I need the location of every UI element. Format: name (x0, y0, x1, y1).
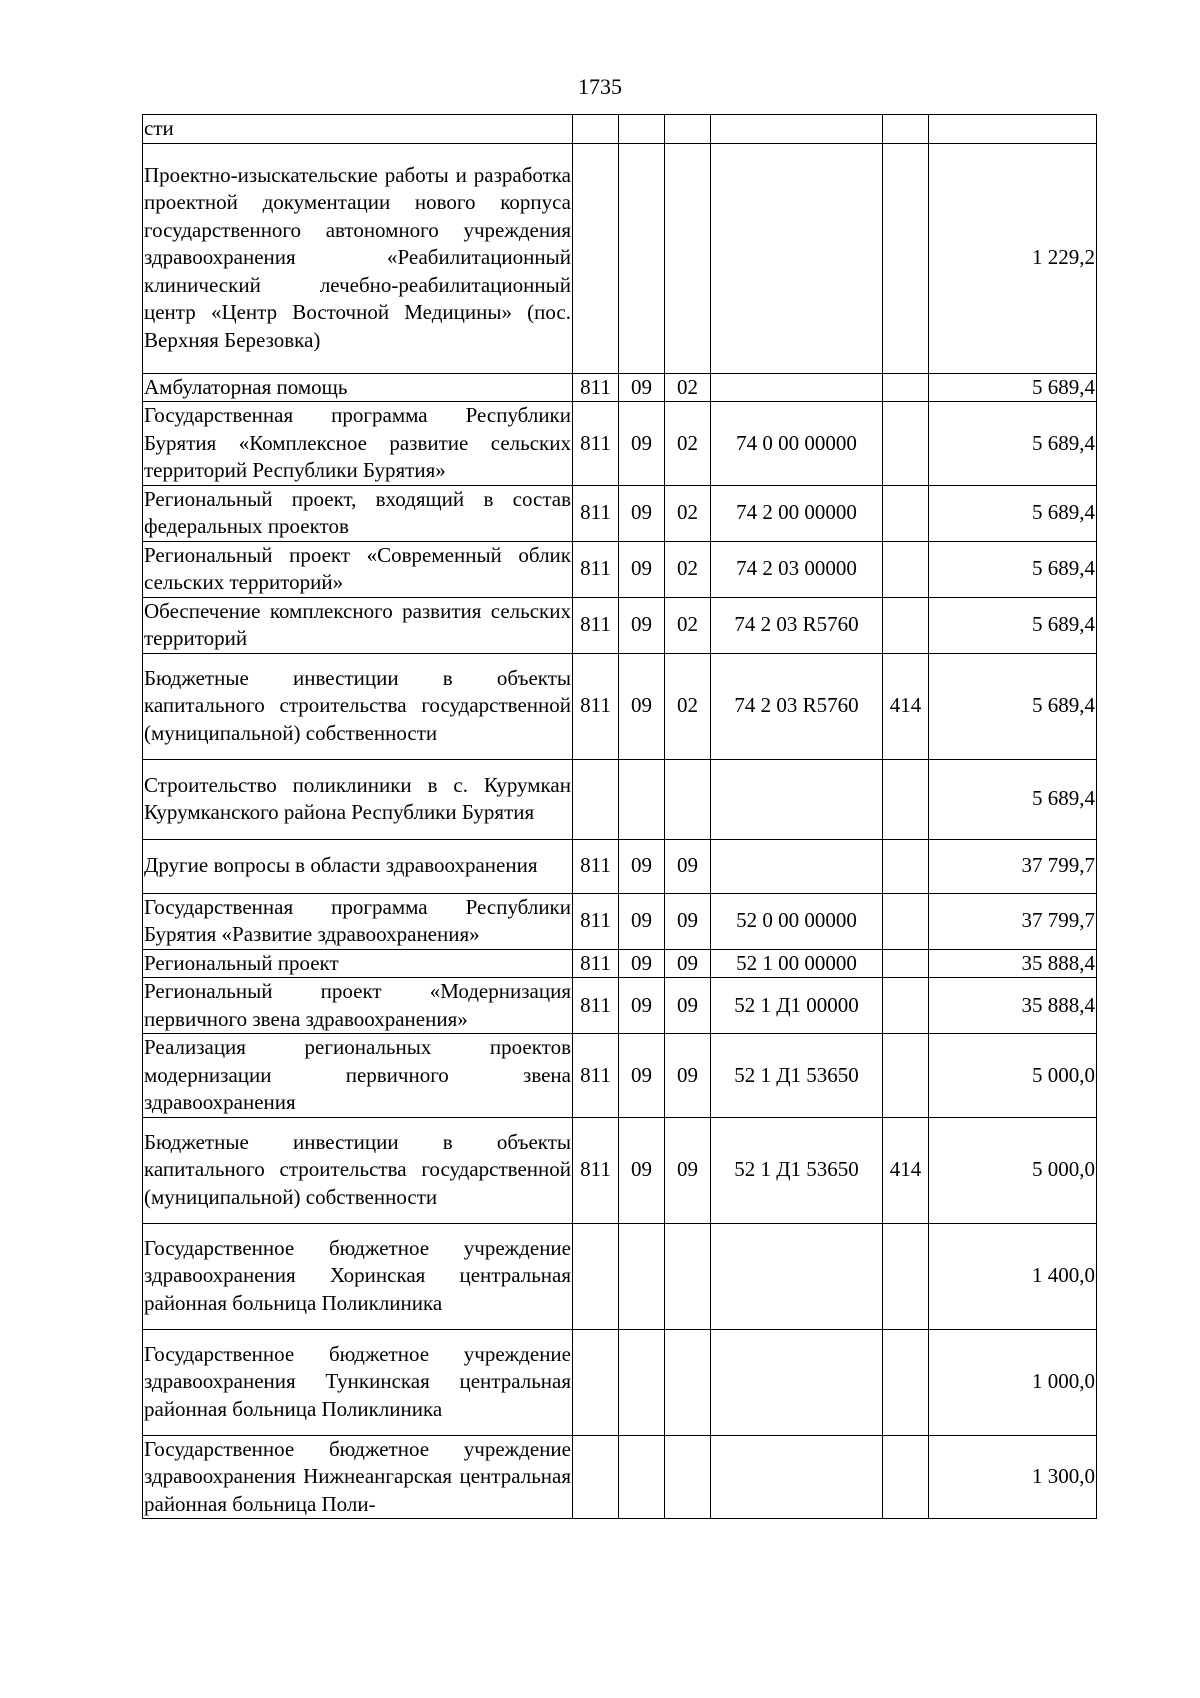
row-amount: 5 000,0 (929, 1034, 1097, 1118)
row-amount: 5 689,4 (929, 373, 1097, 402)
table-row (143, 1117, 1097, 1223)
row-amount: 5 689,4 (929, 653, 1097, 759)
table-row (143, 653, 1097, 759)
row-subsection-code: 02 (665, 373, 711, 402)
row-subsection-code: 09 (665, 1117, 711, 1223)
table-row (143, 373, 1097, 402)
row-amount: 37 799,7 (929, 893, 1097, 949)
row-section-code: 09 (619, 893, 665, 949)
row-subsection-code: 02 (665, 402, 711, 486)
row-target-code (711, 1435, 883, 1519)
row-subsection-code: 02 (665, 653, 711, 759)
page-number: 1735 (578, 74, 622, 99)
row-expense-type (883, 978, 929, 1034)
row-section-code: 09 (619, 485, 665, 541)
row-expense-type (883, 485, 929, 541)
row-ministry-code: 811 (573, 1117, 619, 1223)
row-amount: 5 000,0 (929, 1117, 1097, 1223)
table-row (143, 759, 1097, 839)
row-ministry-code: 811 (573, 402, 619, 486)
row-ministry-code: 811 (573, 839, 619, 893)
row-target-code (711, 143, 883, 373)
row-ministry-code (573, 1223, 619, 1329)
row-section-code: 09 (619, 541, 665, 597)
table-row (143, 402, 1097, 486)
table-row (143, 143, 1097, 373)
row-expense-type (883, 949, 929, 978)
table-row (143, 1435, 1097, 1519)
row-amount: 37 799,7 (929, 839, 1097, 893)
row-section-code: 09 (619, 597, 665, 653)
row-expense-type (883, 1034, 929, 1118)
row-name: Амбулаторная помощь (143, 373, 573, 402)
table-row (143, 949, 1097, 978)
table-row (143, 1034, 1097, 1118)
row-name: Другие вопросы в области здравоохранения (143, 839, 573, 893)
row-amount: 5 689,4 (929, 402, 1097, 486)
row-subsection-code: 09 (665, 949, 711, 978)
row-subsection-code: 09 (665, 978, 711, 1034)
row-amount: 5 689,4 (929, 485, 1097, 541)
row-name: Региональный проект «Современный облик сельских территорий» (143, 541, 573, 597)
row-section-code (619, 1435, 665, 1519)
row-expense-type (883, 597, 929, 653)
row-target-code (711, 759, 883, 839)
row-ministry-code (573, 1435, 619, 1519)
table-row (143, 893, 1097, 949)
row-ministry-code: 811 (573, 1034, 619, 1118)
row-expense-type: 414 (883, 653, 929, 759)
row-section-code: 09 (619, 373, 665, 402)
row-ministry-code: 811 (573, 597, 619, 653)
row-name: Реализация региональных проектов модернизации первичного звена здравоохранения (143, 1034, 573, 1118)
row-target-code: 74 2 03 00000 (711, 541, 883, 597)
row-section-code (619, 1329, 665, 1435)
row-subsection-code (665, 115, 711, 144)
row-target-code: 52 1 Д1 53650 (711, 1117, 883, 1223)
row-ministry-code (573, 143, 619, 373)
row-section-code (619, 759, 665, 839)
row-amount: 35 888,4 (929, 949, 1097, 978)
row-expense-type (883, 1223, 929, 1329)
row-ministry-code: 811 (573, 949, 619, 978)
row-name: Государственное бюджетное учреждение здравоохранения Нижнеангарская центральная районная больница Поли- (143, 1435, 573, 1519)
row-subsection-code (665, 759, 711, 839)
row-section-code: 09 (619, 1034, 665, 1118)
row-name: Региональный проект «Модернизация первичного звена здравоохранения» (143, 978, 573, 1034)
row-subsection-code (665, 1329, 711, 1435)
row-name: Региональный проект (143, 949, 573, 978)
row-expense-type (883, 893, 929, 949)
row-expense-type (883, 373, 929, 402)
row-section-code (619, 115, 665, 144)
row-target-code: 52 0 00 00000 (711, 893, 883, 949)
row-target-code: 52 1 00 00000 (711, 949, 883, 978)
budget-table (142, 114, 1097, 1519)
row-amount: 35 888,4 (929, 978, 1097, 1034)
row-amount: 5 689,4 (929, 541, 1097, 597)
row-subsection-code: 02 (665, 541, 711, 597)
table-row (143, 978, 1097, 1034)
row-target-code: 52 1 Д1 00000 (711, 978, 883, 1034)
row-name: Региональный проект, входящий в состав федеральных проектов (143, 485, 573, 541)
row-ministry-code (573, 1329, 619, 1435)
row-expense-type (883, 839, 929, 893)
row-expense-type (883, 402, 929, 486)
row-subsection-code (665, 143, 711, 373)
row-section-code: 09 (619, 653, 665, 759)
table-row (143, 597, 1097, 653)
table-row (143, 485, 1097, 541)
row-name: Строительство поликлиники в с. Курумкан Курумканского района Республики Бурятия (143, 759, 573, 839)
table-row (143, 115, 1097, 144)
row-subsection-code: 09 (665, 893, 711, 949)
row-ministry-code: 811 (573, 373, 619, 402)
row-section-code: 09 (619, 839, 665, 893)
row-expense-type (883, 541, 929, 597)
row-expense-type (883, 143, 929, 373)
row-expense-type (883, 1329, 929, 1435)
row-name: Проектно-изыскательские работы и разработка проектной документации нового корпуса государственного автономного учреждения здравоохранения «Реабилитационный клинический лечебно-реабилитационный центр «Центр Восточной Медицины» (пос. Верхняя Березовка) (143, 143, 573, 373)
row-target-code: 74 2 03 R5760 (711, 653, 883, 759)
row-expense-type (883, 115, 929, 144)
row-amount: 5 689,4 (929, 759, 1097, 839)
row-name: Обеспечение комплексного развития сельских территорий (143, 597, 573, 653)
row-expense-type (883, 1435, 929, 1519)
row-name: Государственная программа Республики Бурятия «Развитие здравоохранения» (143, 893, 573, 949)
row-ministry-code: 811 (573, 893, 619, 949)
row-section-code (619, 143, 665, 373)
row-ministry-code: 811 (573, 541, 619, 597)
row-subsection-code: 09 (665, 1034, 711, 1118)
row-ministry-code: 811 (573, 978, 619, 1034)
row-amount (929, 115, 1097, 144)
row-section-code (619, 1223, 665, 1329)
row-ministry-code: 811 (573, 653, 619, 759)
row-target-code (711, 1329, 883, 1435)
row-name: Государственное бюджетное учреждение здравоохранения Тункинская центральная районная больница Поликлиника (143, 1329, 573, 1435)
row-amount: 5 689,4 (929, 597, 1097, 653)
row-target-code: 74 0 00 00000 (711, 402, 883, 486)
row-expense-type: 414 (883, 1117, 929, 1223)
row-name: сти (143, 115, 573, 144)
row-target-code (711, 373, 883, 402)
table-row (143, 1329, 1097, 1435)
row-name: Государственное бюджетное учреждение здравоохранения Хоринская центральная районная больница Поликлиника (143, 1223, 573, 1329)
row-target-code (711, 115, 883, 144)
row-section-code: 09 (619, 949, 665, 978)
row-section-code: 09 (619, 1117, 665, 1223)
row-section-code: 09 (619, 978, 665, 1034)
row-target-code: 74 2 00 00000 (711, 485, 883, 541)
row-ministry-code: 811 (573, 485, 619, 541)
row-amount: 1 400,0 (929, 1223, 1097, 1329)
row-amount: 1 229,2 (929, 143, 1097, 373)
row-subsection-code: 02 (665, 597, 711, 653)
table-row (143, 839, 1097, 893)
table-body (143, 115, 1097, 1519)
row-section-code: 09 (619, 402, 665, 486)
row-amount: 1 300,0 (929, 1435, 1097, 1519)
row-target-code (711, 1223, 883, 1329)
row-name: Бюджетные инвестиции в объекты капитального строительства государственной (муниципальной) собственности (143, 1117, 573, 1223)
row-amount: 1 000,0 (929, 1329, 1097, 1435)
row-subsection-code (665, 1223, 711, 1329)
row-name: Бюджетные инвестиции в объекты капитального строительства государственной (муниципальной) собственности (143, 653, 573, 759)
row-subsection-code: 02 (665, 485, 711, 541)
row-expense-type (883, 759, 929, 839)
row-subsection-code: 09 (665, 839, 711, 893)
table-row (143, 1223, 1097, 1329)
row-target-code: 74 2 03 R5760 (711, 597, 883, 653)
row-name: Государственная программа Республики Бурятия «Комплексное развитие сельских территорий Республики Бурятия» (143, 402, 573, 486)
row-ministry-code (573, 115, 619, 144)
row-target-code: 52 1 Д1 53650 (711, 1034, 883, 1118)
row-subsection-code (665, 1435, 711, 1519)
row-target-code (711, 839, 883, 893)
table-row (143, 541, 1097, 597)
row-ministry-code (573, 759, 619, 839)
